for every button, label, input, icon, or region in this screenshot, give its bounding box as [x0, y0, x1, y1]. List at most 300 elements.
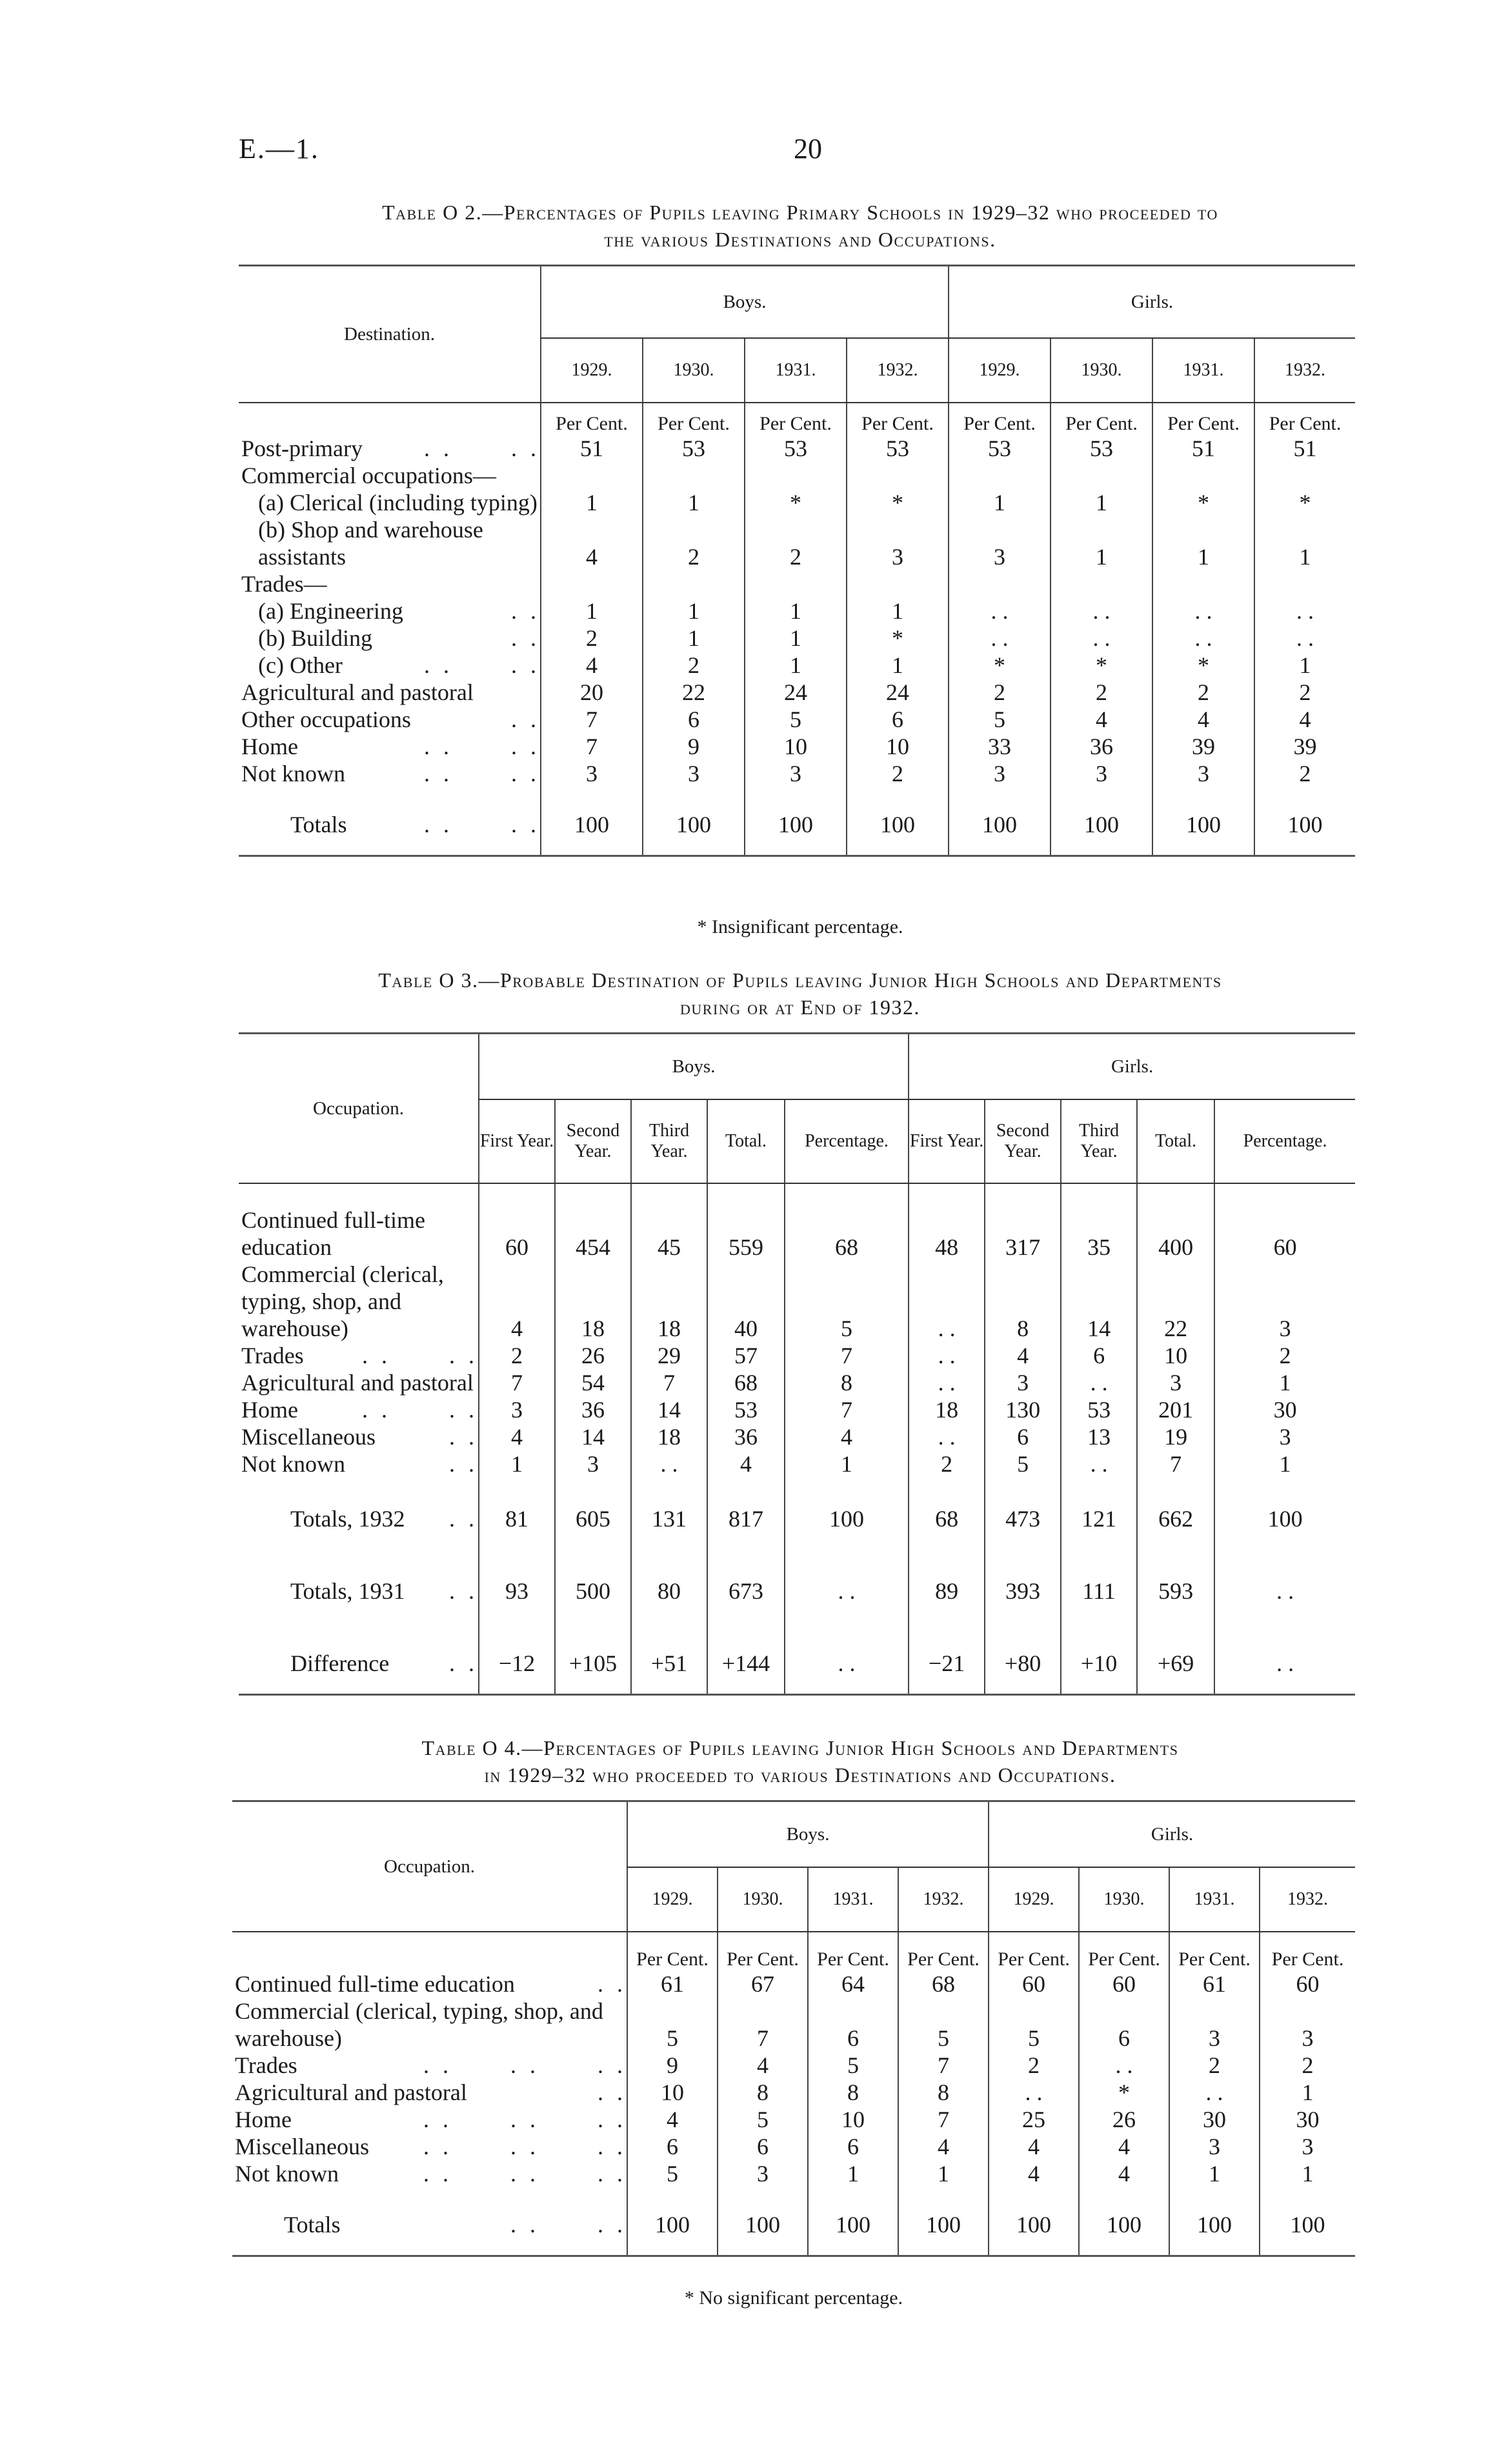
row-label: Home — [235, 2107, 292, 2132]
value-cell: 6 — [808, 1998, 898, 2052]
table-o4-year-header: 1930. — [718, 1867, 808, 1932]
value-cell: 39 — [1254, 733, 1355, 760]
value-cell: 3 — [1051, 760, 1152, 787]
row-label-cell — [232, 2052, 627, 2079]
value-cell: 26 — [555, 1342, 631, 1369]
value-cell: 18 — [631, 1423, 707, 1450]
value-cell: . . — [1061, 1369, 1137, 1396]
row-label-cell — [232, 2160, 627, 2187]
row-label-cell — [239, 1503, 479, 1534]
value-cell: 10 — [847, 733, 949, 760]
value-cell: 4 — [989, 2133, 1079, 2160]
value-cell: 24 — [847, 679, 949, 706]
value-cell — [1152, 570, 1254, 597]
leader-dots: . . — [449, 1424, 478, 1450]
value-cell: 473 — [985, 1503, 1061, 1534]
value-cell: 100 — [718, 2209, 808, 2240]
value-cell: 1 — [479, 1450, 555, 1477]
table-row — [239, 435, 1355, 462]
table-row — [239, 679, 1355, 706]
table-o2-unit: Per Cent. — [643, 403, 745, 435]
row-label: (c) Other — [258, 652, 343, 678]
value-cell: 9 — [627, 2052, 718, 2079]
row-label-cell — [239, 1450, 479, 1477]
value-cell — [949, 570, 1051, 597]
table-o4-body — [232, 1970, 1355, 2187]
table-o3-difference — [239, 1622, 1355, 1694]
table-o2-unit: Per Cent. — [745, 403, 847, 435]
row-label-cell — [239, 733, 541, 760]
value-cell: 4 — [718, 2052, 808, 2079]
leader-dots: . . . . — [424, 812, 540, 837]
row-label: Trades — [235, 2052, 297, 2078]
value-cell: 5 — [718, 2106, 808, 2133]
value-cell: 4 — [785, 1423, 909, 1450]
value-cell: 7 — [479, 1369, 555, 1396]
value-cell: 100 — [643, 809, 745, 840]
value-cell: . . — [1079, 2052, 1169, 2079]
value-cell: 53 — [643, 435, 745, 462]
value-cell: 5 — [785, 1261, 909, 1342]
value-cell: 6 — [643, 706, 745, 733]
page-number: 20 — [794, 133, 822, 165]
row-label: Commercial occupations— — [241, 463, 496, 488]
value-cell: * — [1051, 652, 1152, 679]
table-o2-boys-header: Boys. — [541, 266, 949, 339]
row-label-cell — [239, 1576, 479, 1607]
value-cell: −12 — [479, 1648, 555, 1679]
row-label: Trades — [241, 1343, 304, 1368]
value-cell: 500 — [555, 1576, 631, 1607]
value-cell: 131 — [631, 1503, 707, 1534]
row-label-cell — [232, 1970, 627, 1998]
value-cell: +51 — [631, 1648, 707, 1679]
value-cell: 100 — [1260, 2209, 1355, 2240]
value-cell: 1 — [643, 625, 745, 652]
table-o3-subcol-header: First Year. — [909, 1099, 985, 1183]
leader-dots: . . — [598, 1971, 627, 1997]
value-cell: 29 — [631, 1342, 707, 1369]
value-cell: 5 — [989, 1998, 1079, 2052]
value-cell: 68 — [707, 1369, 785, 1396]
value-cell: . . — [909, 1369, 985, 1396]
value-cell — [1152, 462, 1254, 489]
value-cell: 60 — [989, 1970, 1079, 1998]
value-cell: 4 — [898, 2133, 989, 2160]
value-cell: 60 — [479, 1207, 555, 1261]
value-cell: +80 — [985, 1648, 1061, 1679]
value-cell: 4 — [1152, 706, 1254, 733]
table-o2-year-header: 1932. — [847, 338, 949, 403]
value-cell: . . — [1254, 597, 1355, 625]
page-reference: E.—1. — [239, 133, 319, 165]
value-cell: 4 — [627, 2106, 718, 2133]
value-cell: 1 — [1260, 2160, 1355, 2187]
value-cell: 100 — [1079, 2209, 1169, 2240]
value-cell: 10 — [808, 2106, 898, 2133]
value-cell — [847, 570, 949, 597]
value-cell: 57 — [707, 1342, 785, 1369]
value-cell: 68 — [785, 1207, 909, 1261]
value-cell: 93 — [479, 1576, 555, 1607]
table-row — [239, 760, 1355, 787]
table-o3-subcol-header: Third Year. — [1061, 1099, 1137, 1183]
table-row — [239, 1423, 1355, 1450]
table-o4-girls-header: Girls. — [989, 1801, 1355, 1868]
value-cell: 3 — [541, 760, 643, 787]
value-cell: 19 — [1137, 1423, 1214, 1450]
value-cell: 18 — [555, 1261, 631, 1342]
value-cell: 100 — [1152, 809, 1254, 840]
value-cell: 8 — [985, 1261, 1061, 1342]
value-cell: 6 — [985, 1423, 1061, 1450]
value-cell: 1 — [847, 652, 949, 679]
value-cell: 60 — [1079, 1970, 1169, 1998]
value-cell: 48 — [909, 1207, 985, 1261]
value-cell: 1 — [949, 489, 1051, 516]
value-cell: 1 — [898, 2160, 989, 2187]
table-o4-year-header: 1930. — [1079, 1867, 1169, 1932]
value-cell: 130 — [985, 1396, 1061, 1423]
value-cell: 5 — [949, 706, 1051, 733]
value-cell: 100 — [989, 2209, 1079, 2240]
page-header — [239, 132, 1362, 171]
leader-dots: . . — [511, 625, 540, 651]
value-cell: 3 — [1260, 1998, 1355, 2052]
table-o3-subcol-header: Second Year. — [555, 1099, 631, 1183]
value-cell: . . — [1051, 625, 1152, 652]
value-cell: 6 — [718, 2133, 808, 2160]
table-o4-unit: Per Cent. — [1260, 1932, 1355, 1970]
value-cell — [1051, 570, 1152, 597]
value-cell: 2 — [1254, 760, 1355, 787]
totals-row — [239, 1576, 1355, 1607]
row-label-cell — [239, 1423, 479, 1450]
value-cell: 4 — [985, 1342, 1061, 1369]
row-label-cell — [239, 1396, 479, 1423]
value-cell: * — [1152, 652, 1254, 679]
value-cell: 100 — [627, 2209, 718, 2240]
table-o2-caption-line2: the various Destinations and Occupations. — [604, 228, 996, 251]
value-cell: 40 — [707, 1261, 785, 1342]
table-o4-year-header: 1932. — [898, 1867, 989, 1932]
table-o3-boys-header: Boys. — [479, 1034, 909, 1100]
value-cell: 100 — [541, 809, 643, 840]
row-label: Continued full-time education — [241, 1207, 425, 1260]
value-cell: 1 — [541, 597, 643, 625]
value-cell: 53 — [1051, 435, 1152, 462]
table-row — [239, 516, 1355, 570]
value-cell: 9 — [643, 733, 745, 760]
value-cell: 14 — [1061, 1261, 1137, 1342]
table-row — [232, 2160, 1355, 2187]
value-cell: 3 — [718, 2160, 808, 2187]
value-cell: 81 — [479, 1503, 555, 1534]
value-cell: 53 — [707, 1396, 785, 1423]
value-cell — [1051, 462, 1152, 489]
table-o2-year-header: 1932. — [1254, 338, 1355, 403]
value-cell: 53 — [745, 435, 847, 462]
value-cell: 54 — [555, 1369, 631, 1396]
value-cell: 7 — [718, 1998, 808, 2052]
value-cell: 1 — [643, 597, 745, 625]
row-label-cell — [239, 516, 541, 570]
value-cell: 89 — [909, 1576, 985, 1607]
value-cell: . . — [1152, 625, 1254, 652]
table-o4-totals — [232, 2187, 1355, 2256]
value-cell: 13 — [1061, 1423, 1137, 1450]
row-label: Agricultural and pastoral — [235, 2079, 467, 2105]
value-cell: . . — [909, 1423, 985, 1450]
totals-row — [239, 809, 1355, 840]
value-cell: +144 — [707, 1648, 785, 1679]
table-row — [239, 1369, 1355, 1396]
value-cell: . . — [989, 2079, 1079, 2106]
value-cell — [541, 462, 643, 489]
value-cell: 4 — [1079, 2133, 1169, 2160]
value-cell: 1 — [745, 625, 847, 652]
value-cell: 5 — [745, 706, 847, 733]
table-o4-year-header: 1932. — [1260, 1867, 1355, 1932]
value-cell: * — [847, 625, 949, 652]
value-cell: 26 — [1079, 2106, 1169, 2133]
value-cell: . . — [1051, 597, 1152, 625]
value-cell: 3 — [745, 760, 847, 787]
row-label: Commercial (clerical, typing, shop, and warehouse) — [235, 1998, 603, 2051]
table-o4-year-header: 1929. — [989, 1867, 1079, 1932]
table-o2-destination-header: Destination. — [239, 266, 541, 403]
value-cell: 68 — [898, 1970, 989, 1998]
value-cell: 61 — [627, 1970, 718, 1998]
value-cell: 5 — [898, 1998, 989, 2052]
table-row — [232, 2133, 1355, 2160]
value-cell: 20 — [541, 679, 643, 706]
value-cell: 4 — [1254, 706, 1355, 733]
row-label-cell — [239, 760, 541, 787]
value-cell: 100 — [898, 2209, 989, 2240]
row-label: Not known — [241, 761, 345, 786]
value-cell: 4 — [479, 1423, 555, 1450]
row-label-cell — [239, 809, 541, 840]
value-cell: 51 — [541, 435, 643, 462]
value-cell: 2 — [909, 1450, 985, 1477]
value-cell: 61 — [1169, 1970, 1260, 1998]
value-cell: 400 — [1137, 1207, 1214, 1261]
value-cell: 68 — [909, 1503, 985, 1534]
table-o2-year-header: 1931. — [1152, 338, 1254, 403]
table-o2-caption-line1: Table O 2.—Percentages of Pupils leaving Primary Schools in 1929–32 who proceeded to — [382, 201, 1218, 224]
table-o2-footnote: * Insignificant percentage. — [697, 916, 903, 937]
row-label-cell — [232, 1998, 627, 2052]
value-cell: 1 — [1169, 2160, 1260, 2187]
value-cell: 7 — [631, 1369, 707, 1396]
value-cell: 662 — [1137, 1503, 1214, 1534]
table-o3-caption-line1: Table O 3.—Probable Destination of Pupils leaving Junior High Schools and Departments — [378, 968, 1222, 992]
value-cell: 6 — [847, 706, 949, 733]
table-o3-caption-line2: during or at End of 1932. — [680, 996, 920, 1019]
table-row — [232, 1970, 1355, 1998]
value-cell: 2 — [1152, 679, 1254, 706]
value-cell: 36 — [707, 1423, 785, 1450]
table-o2-girls-header: Girls. — [949, 266, 1355, 339]
value-cell: 25 — [989, 2106, 1079, 2133]
totals-row — [232, 2209, 1355, 2240]
row-label: Commercial (clerical, typing, shop, and warehouse) — [241, 1261, 444, 1341]
value-cell: 6 — [627, 2133, 718, 2160]
row-spacer — [239, 1534, 1355, 1550]
value-cell: . . — [1214, 1648, 1355, 1679]
value-cell: 1 — [1214, 1369, 1355, 1396]
value-cell: . . — [785, 1576, 909, 1607]
value-cell: 1 — [1051, 489, 1152, 516]
value-cell: 4 — [989, 2160, 1079, 2187]
value-cell: 2 — [643, 652, 745, 679]
table-row — [239, 1207, 1355, 1261]
table-row — [232, 1998, 1355, 2052]
value-cell: 2 — [479, 1342, 555, 1369]
row-label-cell — [232, 2079, 627, 2106]
value-cell: 1 — [847, 597, 949, 625]
table-o4-unit: Per Cent. — [898, 1932, 989, 1970]
value-cell — [745, 462, 847, 489]
table-o3-caption — [239, 967, 1362, 1021]
leader-dots: . . . . — [424, 734, 540, 759]
value-cell: 3 — [1169, 2133, 1260, 2160]
value-cell: 2 — [847, 760, 949, 787]
leader-dots: . . . . . . — [423, 2052, 627, 2078]
value-cell: 7 — [541, 706, 643, 733]
value-cell: 53 — [847, 435, 949, 462]
value-cell — [949, 462, 1051, 489]
row-label: Not known — [235, 2161, 339, 2187]
table-o3-body — [239, 1207, 1355, 1477]
leader-dots: . . — [449, 1451, 478, 1477]
table-o2-year-header: 1929. — [949, 338, 1051, 403]
row-label: (a) Clerical (including typing) — [258, 490, 538, 516]
value-cell: 60 — [1260, 1970, 1355, 1998]
table-o2-totals — [239, 787, 1355, 856]
value-cell: . . — [949, 625, 1051, 652]
value-cell: 100 — [1169, 2209, 1260, 2240]
value-cell: . . — [909, 1261, 985, 1342]
leader-dots: . . — [449, 1650, 478, 1676]
table-row — [239, 1342, 1355, 1369]
value-cell: 1 — [1254, 516, 1355, 570]
row-label: Other occupations — [241, 706, 411, 732]
leader-dots: . . . . . . — [423, 2134, 627, 2159]
value-cell: 2 — [643, 516, 745, 570]
row-label-cell — [232, 2106, 627, 2133]
value-cell: 3 — [1169, 1998, 1260, 2052]
table-o4-boys-header: Boys. — [627, 1801, 989, 1868]
row-label: Totals — [284, 2212, 341, 2238]
value-cell: 8 — [898, 2079, 989, 2106]
value-cell: 51 — [1152, 435, 1254, 462]
value-cell — [643, 462, 745, 489]
value-cell: 1 — [541, 489, 643, 516]
leader-dots: . . . . — [362, 1343, 478, 1368]
value-cell: 1 — [808, 2160, 898, 2187]
value-cell: 3 — [847, 516, 949, 570]
value-cell: * — [1254, 489, 1355, 516]
value-cell: 100 — [808, 2209, 898, 2240]
table-o3-subcol-header: Third Year. — [631, 1099, 707, 1183]
value-cell: 3 — [643, 760, 745, 787]
table-o4-caption — [239, 1734, 1362, 1788]
table-o4-unit: Per Cent. — [627, 1932, 718, 1970]
row-label-cell — [232, 2209, 627, 2240]
row-label-cell — [239, 1261, 479, 1342]
table-o3-subcol-header: Total. — [707, 1099, 785, 1183]
value-cell: * — [847, 489, 949, 516]
value-cell: 4 — [541, 516, 643, 570]
row-label: Continued full-time education — [235, 1971, 515, 1997]
value-cell — [847, 462, 949, 489]
value-cell: 36 — [1051, 733, 1152, 760]
value-cell: 10 — [745, 733, 847, 760]
table-o2-caption — [239, 199, 1362, 253]
value-cell: 3 — [1214, 1261, 1355, 1342]
value-cell: 2 — [1051, 679, 1152, 706]
row-label: Totals, 1931 — [290, 1578, 405, 1604]
value-cell: 2 — [1254, 679, 1355, 706]
leader-dots: . . . . — [362, 1397, 478, 1423]
value-cell: * — [949, 652, 1051, 679]
value-cell: 1 — [1254, 652, 1355, 679]
value-cell: 80 — [631, 1576, 707, 1607]
value-cell: 2 — [1169, 2052, 1260, 2079]
value-cell: 24 — [745, 679, 847, 706]
value-cell: 14 — [631, 1396, 707, 1423]
value-cell: 6 — [1061, 1342, 1137, 1369]
value-cell — [1254, 570, 1355, 597]
value-cell — [541, 570, 643, 597]
value-cell: +105 — [555, 1648, 631, 1679]
value-cell: 14 — [555, 1423, 631, 1450]
table-o3 — [239, 1032, 1355, 1696]
value-cell: 30 — [1214, 1396, 1355, 1423]
value-cell: 2 — [541, 625, 643, 652]
leader-dots: . . . . — [510, 2212, 627, 2238]
table-o2-year-header: 1930. — [1051, 338, 1152, 403]
table-row — [239, 1261, 1355, 1342]
value-cell: 6 — [808, 2133, 898, 2160]
row-spacer — [239, 1477, 1355, 1503]
value-cell: . . — [785, 1648, 909, 1679]
row-label: Miscellaneous — [235, 2134, 369, 2159]
value-cell: 30 — [1169, 2106, 1260, 2133]
value-cell: 4 — [1079, 2160, 1169, 2187]
row-label-cell — [239, 597, 541, 625]
row-spacer — [232, 2187, 1355, 2209]
value-cell: 30 — [1260, 2106, 1355, 2133]
value-cell: 8 — [718, 2079, 808, 2106]
value-cell: * — [1079, 2079, 1169, 2106]
table-row — [232, 2052, 1355, 2079]
value-cell: 53 — [1061, 1396, 1137, 1423]
row-spacer — [239, 1550, 1355, 1576]
table-row — [232, 2079, 1355, 2106]
table-row — [239, 462, 1355, 489]
value-cell: 3 — [949, 516, 1051, 570]
value-cell: . . — [909, 1342, 985, 1369]
row-label: (b) Building — [258, 625, 372, 651]
value-cell: . . — [1152, 597, 1254, 625]
table-o2-unit: Per Cent. — [541, 403, 643, 435]
value-cell: +69 — [1137, 1648, 1214, 1679]
table-o3-subcol-header: Total. — [1137, 1099, 1214, 1183]
row-label: Agricultural and pastoral — [241, 1370, 474, 1396]
